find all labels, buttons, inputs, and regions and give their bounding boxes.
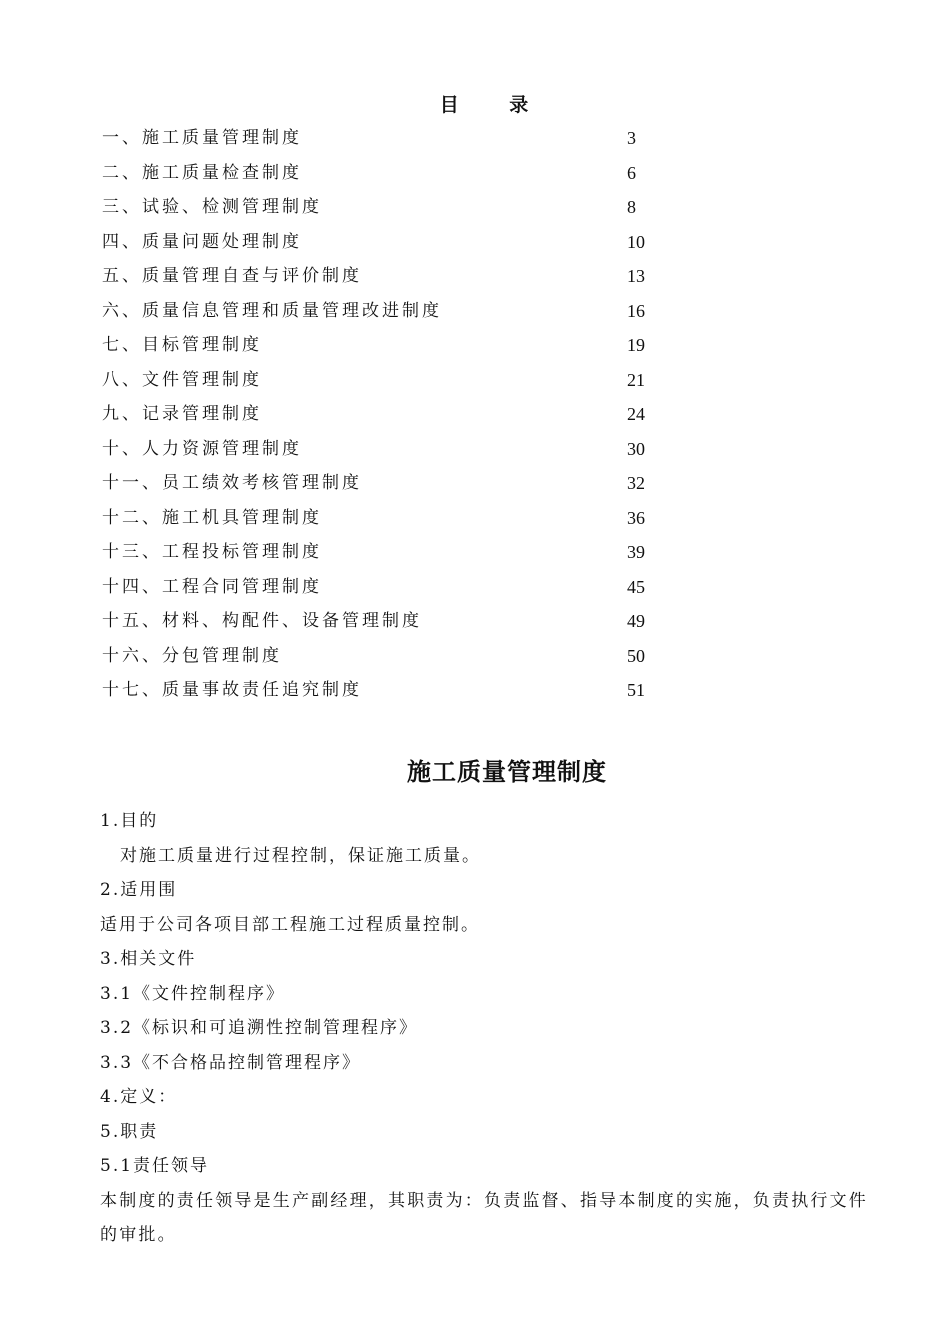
toc-entry[interactable] xyxy=(102,535,662,570)
toc-entry-label: 十五、材料、构配件、设备管理制度 xyxy=(102,611,422,631)
toc-entry-label: 一、施工质量管理制度 xyxy=(102,128,302,148)
section-heading-definitions: 4.定义： xyxy=(100,1087,178,1107)
section-heading-related-docs: 3.相关文件 xyxy=(100,949,197,969)
subsection-heading: 5.1责任领导 xyxy=(100,1156,210,1176)
document-body xyxy=(100,804,870,1253)
toc-entry-label: 十六、分包管理制度 xyxy=(102,645,282,666)
section-heading-purpose: 1.目的 xyxy=(100,811,159,831)
toc-entry-label: 十一、员工绩效考核管理制度 xyxy=(102,473,362,493)
toc-entry[interactable] xyxy=(102,639,662,674)
toc-entry[interactable] xyxy=(102,604,662,639)
table-of-contents xyxy=(102,121,662,708)
toc-entry-page: 51 xyxy=(627,680,645,700)
toc-entry[interactable] xyxy=(102,363,662,398)
toc-entry-label: 七、目标管理制度 xyxy=(102,335,262,355)
toc-entry-page: 16 xyxy=(627,300,645,321)
toc-entry-label: 四、质量问题处理制度 xyxy=(102,231,302,252)
toc-entry-label: 二、施工质量检查制度 xyxy=(102,162,302,183)
body-paragraph: 对施工质量进行过程控制，保证施工质量。 xyxy=(120,845,481,866)
toc-entry[interactable] xyxy=(102,328,662,363)
toc-entry[interactable] xyxy=(102,259,662,294)
toc-entry-label: 九、记录管理制度 xyxy=(102,404,262,424)
toc-entry[interactable] xyxy=(102,466,662,501)
toc-entry-page: 21 xyxy=(627,369,645,390)
toc-entry[interactable] xyxy=(102,501,662,536)
toc-entry-label: 十七、质量事故责任追究制度 xyxy=(102,680,362,700)
section-heading-scope: 2.适用围 xyxy=(100,880,178,900)
toc-entry-label: 八、文件管理制度 xyxy=(102,369,262,390)
body-paragraph: 本制度的责任领导是生产副经理，其职责为：负责监督、指导本制度的实施，负责执行文件的审批。 xyxy=(100,1190,868,1245)
toc-entry-label: 十三、工程投标管理制度 xyxy=(102,542,322,562)
related-doc-item: 3.1《文件控制程序》 xyxy=(100,983,286,1004)
toc-entry-page: 36 xyxy=(627,507,645,528)
toc-entry-page: 39 xyxy=(627,542,645,562)
toc-entry-label: 五、质量管理自查与评价制度 xyxy=(102,266,362,286)
toc-entry-page: 49 xyxy=(627,611,645,631)
toc-entry[interactable] xyxy=(102,156,662,191)
toc-entry-label: 六、质量信息管理和质量管理改进制度 xyxy=(102,300,442,321)
toc-entry-label: 十、人力资源管理制度 xyxy=(102,438,302,459)
toc-entry[interactable] xyxy=(102,673,662,708)
toc-entry-page: 6 xyxy=(627,162,636,183)
toc-entry[interactable] xyxy=(102,121,662,156)
toc-entry-page: 3 xyxy=(627,128,636,148)
toc-entry-page: 10 xyxy=(627,231,645,252)
toc-entry-label: 十二、施工机具管理制度 xyxy=(102,507,322,528)
related-doc-item: 3.2《标识和可追溯性控制管理程序》 xyxy=(100,1018,419,1038)
toc-entry-page: 50 xyxy=(627,645,645,666)
toc-entry[interactable] xyxy=(102,190,662,225)
section-heading-responsibilities: 5.职责 xyxy=(100,1121,159,1142)
toc-entry[interactable] xyxy=(102,570,662,605)
toc-entry[interactable] xyxy=(102,225,662,260)
toc-entry-page: 8 xyxy=(627,197,636,217)
toc-entry-page: 24 xyxy=(627,404,645,424)
toc-entry-page: 19 xyxy=(627,335,645,355)
toc-entry-label: 十四、工程合同管理制度 xyxy=(102,576,322,597)
document-title: 施工质量管理制度 xyxy=(407,757,607,786)
toc-entry-page: 13 xyxy=(627,266,645,286)
toc-entry[interactable] xyxy=(102,432,662,467)
toc-entry-page: 32 xyxy=(627,473,645,493)
toc-entry-page: 45 xyxy=(627,576,645,597)
toc-entry-page: 30 xyxy=(627,438,645,459)
toc-entry[interactable] xyxy=(102,397,662,432)
toc-entry-label: 三、试验、检测管理制度 xyxy=(102,197,322,217)
related-doc-item: 3.3《不合格品控制管理程序》 xyxy=(100,1052,362,1073)
body-paragraph: 适用于公司各项目部工程施工过程质量控制。 xyxy=(100,914,480,935)
toc-entry[interactable] xyxy=(102,294,662,329)
toc-title: 目 录 xyxy=(439,94,551,116)
